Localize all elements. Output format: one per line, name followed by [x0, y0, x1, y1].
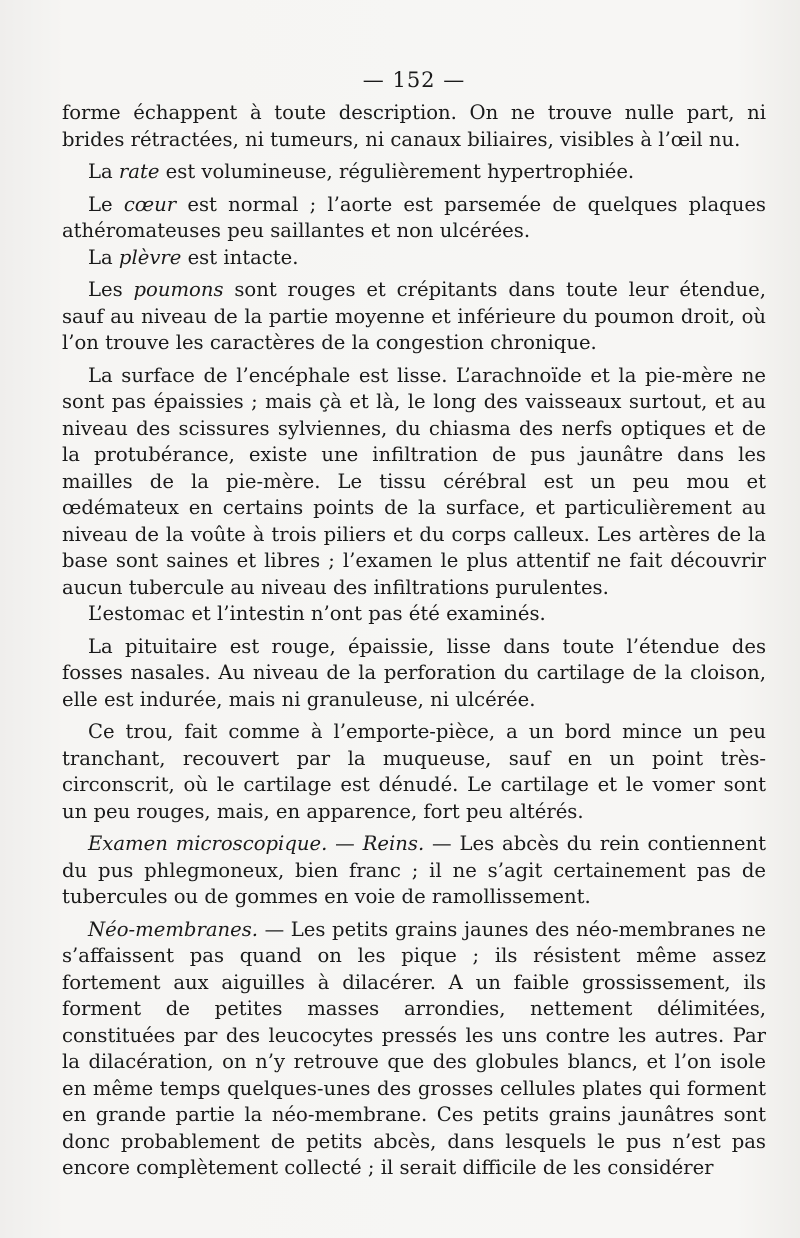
text-run: Le	[88, 192, 124, 216]
text-run: sont rouges et crépitants dans toute leur étendue, sauf au niveau de la partie moyenne et inférieure du poumon droit, où l’on trouve les caractères de la congestion chronique.	[62, 278, 767, 354]
text-run: forme échappent à toute description. On ne trouve nulle part, ni brides rétractées, ni tumeurs, ni canaux biliaires, visibles à l’œil nu.	[62, 101, 766, 151]
text-run: est intacte.	[181, 245, 299, 269]
text-run: L’estomac et l’intestin n’ont pas été examinés.	[88, 602, 546, 625]
paragraph-p3	[62, 245, 766, 272]
text-run: La surface de l’encéphale est lisse. L’arachnoïde et la pie-mère ne sont pas épaissies ; mais çà et là, le long des vaisseaux surtout, et au niveau des scissures sylviennes, du chiasma des nerfs optiques et de la protubérance, existe une infiltration de pus jaunâtre dans les mailles de la pie-mère. Le tissu cérébral est un peu mou et œdémateux en certains points de la surface, et particulièrement au niveau de la voûte à trois piliers et du corps calleux. Les artères de la base sont saines et libres ; l’examen le plus attentif ne fait découvrir aucun tubercule au niveau des infiltrations purulentes.	[62, 363, 766, 599]
italic-term: Néo-membranes.	[88, 917, 259, 941]
text-run: —	[327, 832, 363, 855]
paragraph-p9	[62, 831, 766, 911]
paragraph-p1	[62, 159, 766, 186]
text-run: — Les abcès du rein contiennent du pus phlegmoneux, bien franc ; il ne s’agit certainement pas de tubercules ou de gommes en voie de ramollissement.	[62, 832, 766, 908]
paragraph-p5	[62, 363, 766, 602]
italic-term: plèvre	[118, 245, 182, 269]
text-run: La pituitaire est rouge, épaissie, lisse dans toute l’étendue des fosses nasales. Au niveau de la perforation du cartilage de la cloison, elle est indurée, mais ni granuleuse, ni ulcérée.	[62, 634, 766, 711]
page-number: — 152 —	[362, 68, 466, 92]
italic-term: Reins.	[362, 832, 425, 855]
paragraph-p2	[62, 192, 766, 245]
paragraph-p7	[62, 634, 766, 714]
paragraph-p10	[62, 917, 766, 1182]
paragraph-p0	[62, 100, 766, 153]
italic-term: rate	[118, 160, 160, 183]
italic-term: cœur	[123, 192, 177, 216]
text-run: Ce trou, fait comme à l’emporte-pièce, a un bord mince un peu tranchant, recouvert par la muqueuse, sauf en un point très-circonscrit, où le cartilage est dénudé. Le cartilage et le vomer sont un peu rouges, mais, en apparence, fort peu altérés.	[62, 720, 766, 823]
italic-term: Examen microscopique.	[88, 832, 328, 855]
text-run: La	[88, 160, 119, 183]
italic-term: poumons	[133, 278, 224, 301]
paragraph-p6	[62, 601, 766, 628]
text-run: est volumineuse, régulièrement hypertrophiée.	[159, 160, 635, 183]
text-run: est normal ; l’aorte est parsemée de quelques plaques athéromateuses peu saillantes et non ulcérées.	[62, 192, 766, 242]
paragraph-p8	[62, 719, 766, 825]
paragraph-p4	[62, 277, 766, 357]
text-run: La	[88, 245, 119, 269]
text-run: Les	[88, 278, 134, 301]
page-text	[62, 100, 766, 1182]
text-run: — Les petits grains jaunes des néo-membranes ne s’affaissent pas quand on les pique ; ils résistent même assez fortement aux aiguilles à dilacérer. A un faible grossissement, ils forment de petites masses arrondies, nettement délimitées, constituées par des leucocytes pressés les uns contre les autres. Par la dilacération, on n’y retrouve que des globules blancs, et l’on isole en même temps quelques-unes des grosses cellules plates qui forment en grande partie la néo-membrane. Ces petits grains jaunâtres sont donc probablement de petits abcès, dans lesquels le pus n’est pas encore complètement collecté ; il serait difficile de les considérer	[62, 917, 766, 1179]
